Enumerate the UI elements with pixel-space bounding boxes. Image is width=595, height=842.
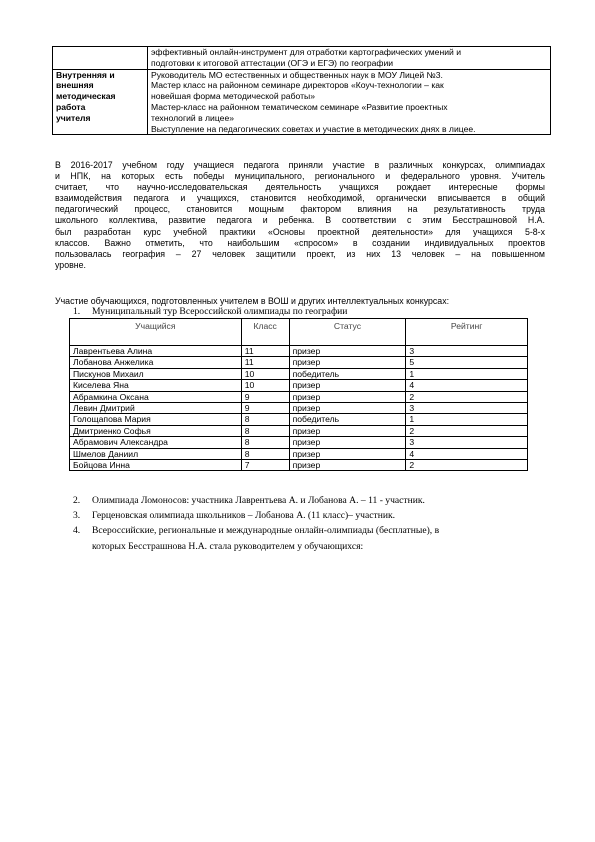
paragraph-line: уровне.: [55, 259, 86, 270]
status-cell: победитель: [289, 368, 406, 379]
table-header-row: [70, 319, 528, 346]
cell-text: учителя: [56, 112, 91, 123]
table-row: [70, 380, 528, 391]
paragraph-line: пользовалась география – 27 человек защитили проект, из них 13 человек – на повышенном: [55, 248, 545, 259]
status-cell: призер: [289, 460, 406, 471]
rating-cell: 3: [406, 403, 528, 414]
rating-cell: 1: [406, 368, 528, 379]
body-paragraph: [55, 160, 545, 271]
column-header: Статус: [289, 319, 406, 346]
grade-cell: 9: [241, 403, 289, 414]
rating-cell: 2: [406, 425, 528, 436]
section-lead: Участие обучающихся, подготовленных учителем в ВОШ и других интеллектуальных конкурсах:: [55, 296, 450, 306]
table-row: [70, 391, 528, 402]
list-text: Всероссийские, региональные и международные онлайн-олимпиады (бесплатные), в: [92, 525, 440, 536]
column-header: Класс: [241, 319, 289, 346]
student-cell: Лаврентьева Алина: [70, 346, 242, 357]
list-text: Муниципальный тур Всероссийской олимпиады по географии: [92, 306, 348, 317]
cell-text: Руководитель МО естественных и общественных наук в МОУ Лицей №3.: [151, 69, 443, 80]
list-number: 4.: [73, 525, 81, 536]
rating-cell: 2: [406, 460, 528, 471]
status-cell: призер: [289, 425, 406, 436]
student-cell: Киселева Яна: [70, 380, 242, 391]
list-text: которых Бесстрашнова Н.А. стала руководителем у обучающихся:: [92, 541, 364, 552]
rating-cell: 2: [406, 391, 528, 402]
table-row: [70, 346, 528, 357]
rating-cell: 4: [406, 448, 528, 459]
cell-text: Мастер класс на районном семинаре директоров «Коуч-технологии – как: [151, 80, 444, 91]
status-cell: призер: [289, 448, 406, 459]
column-header: Рейтинг: [406, 319, 528, 346]
table-row: [53, 69, 551, 135]
cell-text: работа: [56, 101, 86, 112]
status-cell: призер: [289, 391, 406, 402]
rating-cell: 1: [406, 414, 528, 425]
grade-cell: 11: [241, 346, 289, 357]
table-row: [53, 47, 551, 70]
list-number: 3.: [73, 510, 81, 521]
student-cell: Абрамкина Оксана: [70, 391, 242, 402]
grade-cell: 8: [241, 425, 289, 436]
cell-text: новейшая форма методической работы»: [151, 91, 315, 102]
methodical-work-table: [52, 46, 551, 135]
grade-cell: 8: [241, 414, 289, 425]
table-row: [70, 368, 528, 379]
rating-cell: 3: [406, 437, 528, 448]
list-text: Олимпиада Ломоносов: участника Лаврентьева А. и Лобанова А. – 11 - участник.: [92, 495, 425, 506]
student-cell: Лобанова Анжелика: [70, 357, 242, 368]
paragraph-line: школьного коллектива, развитие педагога и ребенка. В соответствии с этим Бесстрашновой Н.А.: [55, 215, 545, 226]
cell-text: эффективный онлайн-инструмент для отработки картографических умений и: [151, 47, 461, 57]
row-label: [53, 69, 148, 135]
paragraph-line: считает, что научно-исследовательская деятельность учащихся рождает интересные формы: [55, 182, 545, 193]
list-number: 1.: [73, 306, 81, 317]
student-cell: Голощапова Мария: [70, 414, 242, 425]
student-cell: Дмитриенко Софья: [70, 425, 242, 436]
grade-cell: 8: [241, 437, 289, 448]
grade-cell: 7: [241, 460, 289, 471]
status-cell: призер: [289, 380, 406, 391]
row-label: [53, 47, 148, 70]
olympiad-results-table: [69, 318, 528, 471]
table-row: [70, 437, 528, 448]
cell-text: подготовки к итоговой аттестации (ОГЭ и ЕГЭ) по географии: [151, 57, 394, 68]
student-cell: Левин Дмитрий: [70, 403, 242, 414]
table-row: [70, 460, 528, 471]
table-row: [70, 357, 528, 368]
paragraph-line: классов. Важно отметить, что наибольшим «спросом» в создании индивидуальных проектов: [55, 237, 545, 248]
rating-cell: 3: [406, 346, 528, 357]
cell-text: методическая: [56, 91, 116, 102]
list-text: Герценовская олимпиада школьников – Лобанова А. (11 класс)– участник.: [92, 510, 396, 521]
table-row: [70, 425, 528, 436]
student-cell: Абрамович Александра: [70, 437, 242, 448]
status-cell: призер: [289, 357, 406, 368]
grade-cell: 11: [241, 357, 289, 368]
grade-cell: 10: [241, 368, 289, 379]
table-row: [70, 414, 528, 425]
rating-cell: 5: [406, 357, 528, 368]
cell-text: Внутренняя и: [56, 69, 115, 80]
rating-cell: 4: [406, 380, 528, 391]
table-row: [70, 403, 528, 414]
status-cell: призер: [289, 437, 406, 448]
student-cell: Пискунов Михаил: [70, 368, 242, 379]
paragraph-line: и НПК, на которых есть победы муниципального, регионального и федерального уровня. Учитель: [55, 171, 545, 182]
cell-text: Мастер-класс на районном тематическом семинаре «Развитие проектных: [151, 101, 448, 112]
status-cell: призер: [289, 346, 406, 357]
student-cell: Бойцова Инна: [70, 460, 242, 471]
paragraph-line: взаимодействия педагога и учащихся, становится необходимой, органически вписывается в общий: [55, 193, 545, 204]
cell-text: технологий в лицее»: [151, 112, 235, 123]
status-cell: призер: [289, 403, 406, 414]
table-row: [70, 448, 528, 459]
student-cell: Шмелов Даниил: [70, 448, 242, 459]
cell-text: внешняя: [56, 80, 94, 91]
paragraph-line: В 2016-2017 учебном году учащиеся педагога приняли участие в различных конкурсах, олимпиадах: [55, 160, 545, 170]
paragraph-line: педагогический процесс, становится мощным фактором влияния на результативность труда: [55, 204, 545, 215]
status-cell: победитель: [289, 414, 406, 425]
grade-cell: 9: [241, 391, 289, 402]
row-content: [148, 69, 551, 135]
paragraph-line: был разработан курс учебной практики «Основы проектной деятельности» для учащихся 5-8-х: [55, 226, 545, 237]
list-number: 2.: [73, 495, 81, 506]
row-content: [148, 47, 551, 70]
cell-text: Выступление на педагогических советах и участие в методических днях в лицее.: [151, 123, 476, 134]
table-body: [70, 346, 528, 471]
grade-cell: 10: [241, 380, 289, 391]
grade-cell: 8: [241, 448, 289, 459]
column-header: Учащийся: [70, 319, 242, 346]
